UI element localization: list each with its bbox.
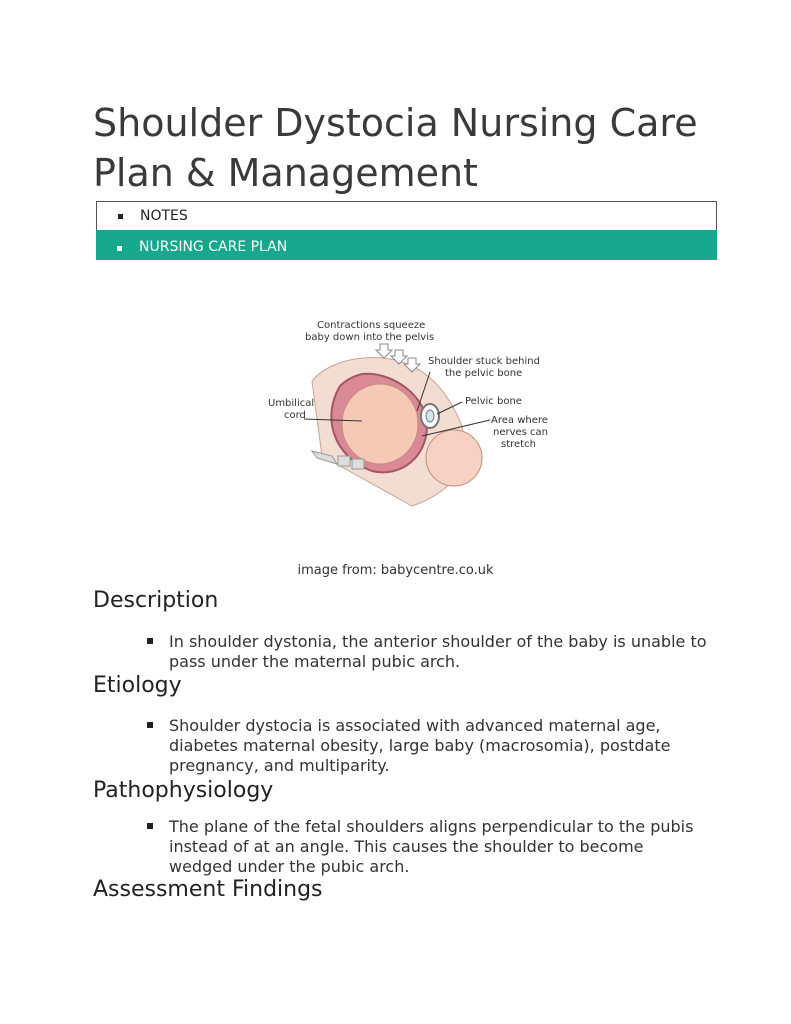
pelvic-bone-inner — [426, 410, 434, 422]
vertebra — [352, 459, 364, 469]
bullet-icon — [118, 214, 123, 219]
label-area-2: nerves can — [493, 427, 549, 438]
baby-body — [342, 384, 418, 464]
etiology-bullet: Shoulder dystocia is associated with advanced maternal age, diabetes maternal obesity, large baby (macrosomia), postdate pregnancy, and multiparity. — [169, 716, 671, 775]
bullet-icon — [117, 246, 122, 251]
bullet-icon — [147, 823, 153, 829]
description-bullet: In shoulder dystonia, the anterior shoulder of the baby is unable to pass under the maternal pubic arch. — [169, 632, 707, 671]
nav-item-notes[interactable] — [96, 201, 717, 230]
heading-description: Description — [93, 588, 219, 613]
bullet-icon — [147, 638, 153, 644]
baby-head — [426, 430, 482, 486]
heading-assessment-findings: Assessment Findings — [93, 877, 323, 902]
label-contractions-1: Contractions squeeze — [317, 320, 426, 331]
label-shoulder-2: the pelvic bone — [445, 368, 523, 379]
nav-item-nursing-care-plan[interactable] — [96, 230, 717, 260]
label-pelvic-bone: Pelvic bone — [465, 396, 522, 407]
illustration-svg — [262, 306, 562, 521]
page-title: Shoulder Dystocia Nursing Care Plan & Management — [93, 101, 698, 195]
vertebra — [338, 456, 350, 466]
arrow-icon — [376, 344, 392, 358]
pathophysiology-bullet: The plane of the fetal shoulders aligns perpendicular to the pubis instead of at an angle. This causes the shoulder to become wedged under the pubic arch. — [169, 817, 694, 876]
label-umbilical-1: Umbilical — [268, 398, 315, 409]
bullet-icon — [147, 722, 153, 728]
label-area-3: stretch — [501, 439, 536, 450]
nav-item-label: NOTES — [140, 208, 188, 224]
shoulder-dystocia-illustration — [262, 306, 562, 521]
heading-pathophysiology: Pathophysiology — [93, 778, 274, 803]
label-shoulder-1: Shoulder stuck behind — [428, 356, 540, 367]
nav-item-label: NURSING CARE PLAN — [139, 239, 288, 255]
heading-etiology: Etiology — [93, 673, 182, 698]
label-contractions-2: baby down into the pelvis — [305, 332, 435, 343]
label-area-1: Area where — [491, 415, 548, 426]
figure-caption: image from: babycentre.co.uk — [297, 563, 494, 578]
nav-menu — [96, 201, 717, 260]
label-umbilical-2: cord — [284, 410, 306, 421]
